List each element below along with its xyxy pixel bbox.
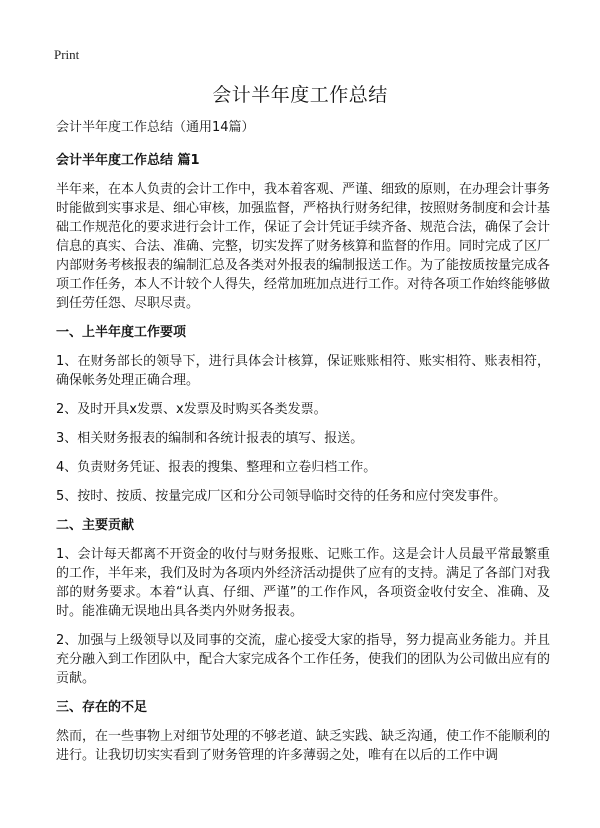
page-title: 会计半年度工作总结 — [212, 84, 388, 106]
document-subtitle: 会计半年度工作总结（通用14篇） — [56, 120, 255, 135]
list-item: 5、按时、按质、按量完成厂区和分公司领导临时交待的任务和应付突发事件。 — [56, 489, 507, 504]
section-heading: 一、上半年度工作要项 — [56, 325, 187, 340]
list-item: 2、加强与上级领导以及同事的交流，虚心接受大家的指导，努力提高业务能力。并且充分融入到工作团队中，配合大家完成各个工作任务，使我们的团队为公司做出应有的贡献。 — [56, 633, 551, 686]
intro-paragraph: 半年来，在本人负责的会计工作中，我本着客观、严谨、细致的原则，在办理会计事务时能做到实事求是、细心审核，加强监督，严格执行财务纪律，按照财务制度和会计基础工作规范化的要求进行会计工作，保证了会计凭证手续齐备、规范合法，确保了会计信息的真实、合法、准确、完整，切实发挥了财务核算和监督的作用。同时完成了区厂内部财务考核报表的编制汇总及各类对外报表的编制报送工作。为了能按质按量完成各项工作任务，本人不计较个人得失，经常加班加点进行工作。对待各项工作始终能够做到任劳任怨、尽职尽责。 — [56, 182, 551, 311]
list-item: 3、相关财务报表的编制和各统计报表的填写、报送。 — [56, 431, 364, 446]
article-heading: 会计半年度工作总结 篇1 — [56, 153, 200, 168]
list-item: 1、在财务部长的领导下，进行具体会计核算，保证账账相符、账实相符、账表相符，确保帐务处理正确合理。 — [56, 354, 550, 388]
list-item: 1、会计每天都离不开资金的收付与财务报账、记账工作。这是会计人员最平常最繁重的工作，半年来，我们及时为各项内外经济活动提供了应有的支持。满足了各部门对我部的财务要求。本着“认真、仔细、严谨”的工作作风，各项资金收付安全、准确、及时。能准确无误地出具各类内外财务报表。 — [56, 547, 551, 619]
section-heading: 三、存在的不足 — [56, 700, 148, 715]
list-item: 4、负责财务凭证、报表的搜集、整理和立卷归档工作。 — [56, 460, 377, 475]
section-heading: 二、主要贡献 — [56, 518, 135, 533]
list-item: 2、及时开具x发票、x发票及时购买各类发票。 — [56, 402, 327, 417]
list-item: 然而，在一些事物上对细节处理的不够老道、缺乏实践、缺乏沟通，使工作不能顺利的进行。让我切切实实看到了财务管理的许多薄弱之处，唯有在以后的工作中调 — [56, 729, 551, 763]
print-link[interactable]: Print — [54, 47, 80, 62]
document-body — [56, 118, 550, 775]
